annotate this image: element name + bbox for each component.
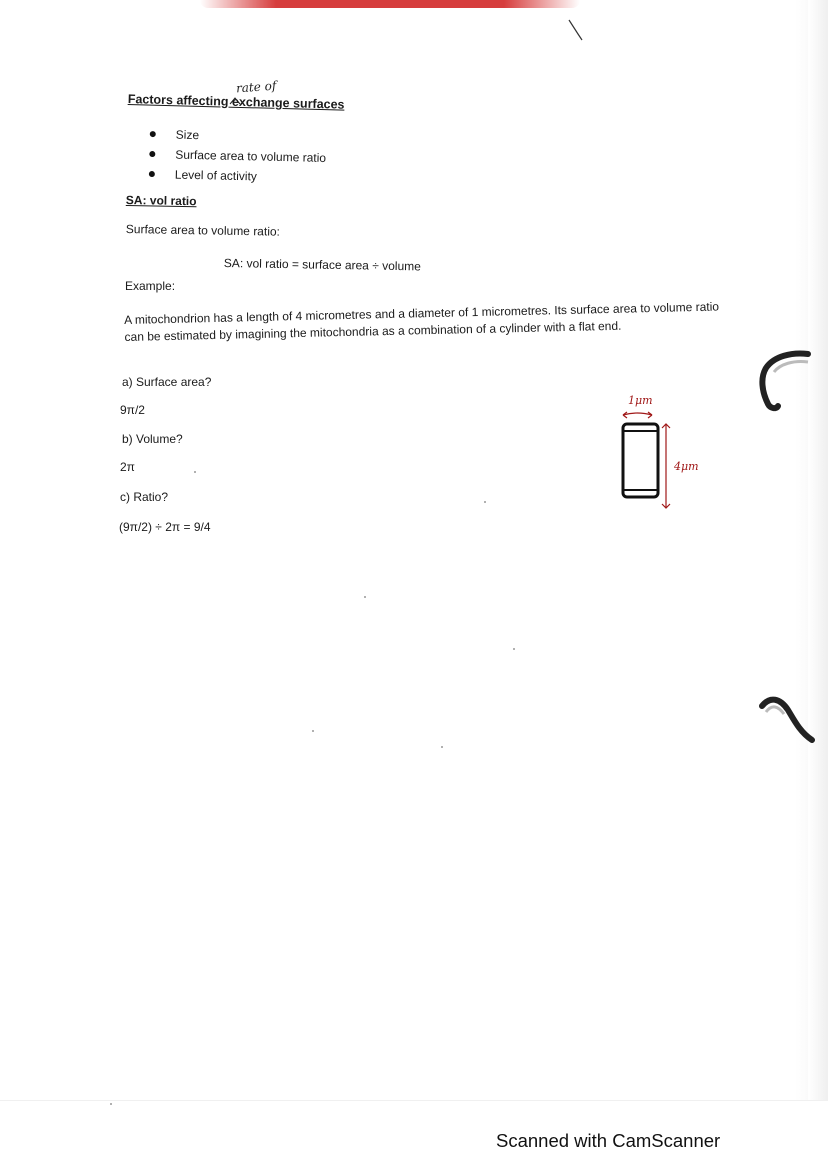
- width-label: 1μm: [628, 394, 653, 407]
- cylinder-diagram: [612, 384, 722, 514]
- length-arrow-icon: [662, 424, 670, 508]
- answer-ratio: (9π/2) ÷ 2π = 9/4: [119, 520, 211, 534]
- factors-list: [149, 124, 327, 188]
- definition-label: Surface area to volume ratio:: [125, 222, 281, 239]
- factor-text: Size: [175, 127, 200, 143]
- page-title: Factors affecting exchange surfaces: [127, 92, 345, 112]
- example-paragraph: A mitochondrion has a length of 4 micrometres and a diameter of 1 micrometres. Its surface area to volume ratio can be estimated by imagining the mitochondria as a combination of a cylinder with a flat end.: [124, 299, 720, 344]
- factor-text: Surface area to volume ratio: [175, 147, 327, 166]
- handwritten-insert: rate of: [235, 78, 277, 96]
- factor-text: Level of activity: [174, 167, 258, 184]
- section-heading: SA: vol ratio: [125, 193, 197, 209]
- answer-volume: 2π: [120, 460, 135, 474]
- ratio-formula: SA: vol ratio = surface area ÷ volume: [223, 256, 421, 274]
- binder-clip-bottom-icon: [756, 690, 816, 754]
- list-item: [149, 164, 326, 188]
- binder-clip-top-icon: [752, 348, 812, 418]
- answer-surface-area: 9π/2: [120, 403, 145, 417]
- question-surface-area: a) Surface area?: [122, 375, 212, 389]
- cylinder-icon: [623, 424, 658, 497]
- length-label: 4μm: [674, 460, 699, 473]
- scanner-watermark: Scanned with CamScanner: [496, 1130, 721, 1151]
- bullet-dot-icon: [149, 171, 155, 177]
- example-label: Example:: [125, 279, 176, 293]
- question-ratio: c) Ratio?: [120, 490, 169, 504]
- width-arrow-icon: [623, 412, 652, 418]
- question-volume: b) Volume?: [122, 432, 183, 446]
- bullet-dot-icon: [150, 131, 156, 137]
- bullet-dot-icon: [149, 151, 155, 157]
